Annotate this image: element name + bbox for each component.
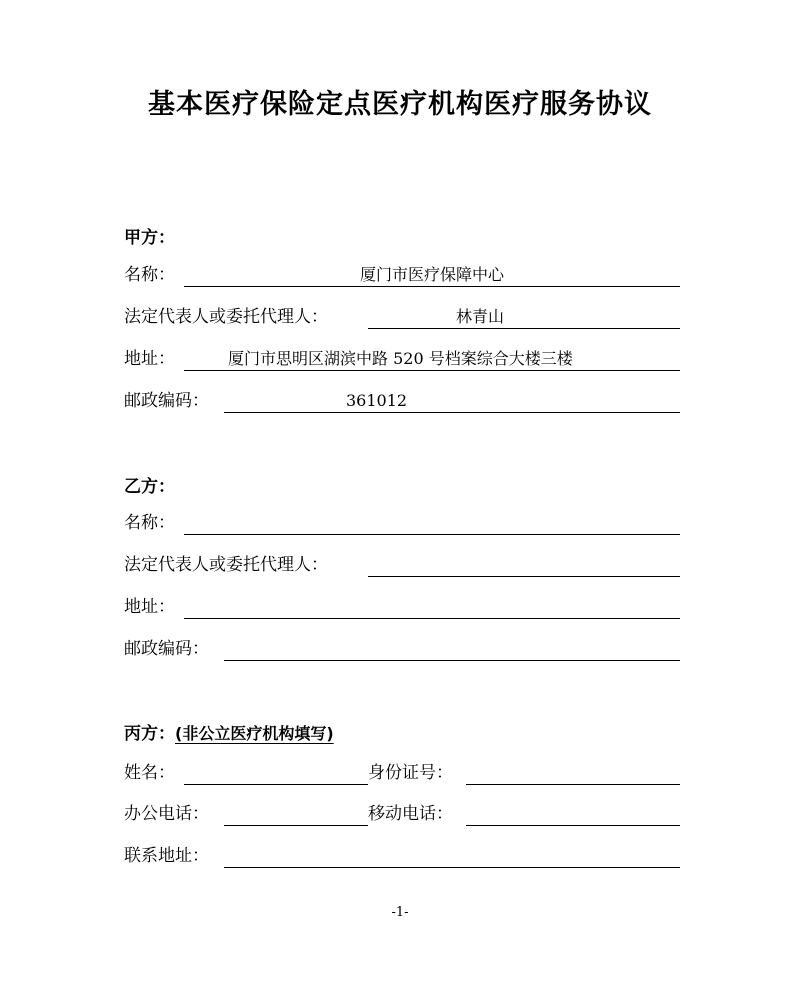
party-b-address-label: 地址： (124, 597, 175, 617)
party-a-heading: 甲方： (124, 228, 175, 248)
party-b-rep-field[interactable] (368, 552, 680, 577)
party-c-note: (非公立医疗机构填写) (175, 724, 334, 743)
party-c-mobile-field[interactable] (466, 801, 680, 826)
party-b-address-field[interactable] (184, 594, 680, 619)
party-a-postcode-field[interactable] (224, 388, 680, 413)
party-a-address-field[interactable] (184, 346, 680, 371)
party-b-name-field[interactable] (184, 510, 680, 535)
party-a-address-value: 厦门市思明区湖滨中路 520 号档案综合大楼三楼 (228, 349, 573, 368)
party-c-name-label: 姓名： (124, 763, 175, 783)
party-a-name-label: 名称： (124, 265, 175, 285)
party-b-postcode-label: 邮政编码： (124, 639, 209, 659)
party-c-office-phone-label: 办公电话： (124, 804, 209, 824)
party-c-id-field[interactable] (466, 760, 680, 785)
party-a-postcode-label: 邮政编码： (124, 391, 209, 411)
party-c-contact-address-label: 联系地址： (124, 846, 209, 866)
party-b-heading: 乙方： (124, 477, 175, 497)
party-a-rep-field[interactable] (368, 304, 680, 329)
party-a-name-field[interactable]: 厦门市医疗保障中心 (184, 262, 680, 287)
party-b-name-label: 名称： (124, 513, 175, 533)
party-c-contact-address-field[interactable] (224, 843, 680, 868)
party-c-id-label: 身份证号： (368, 763, 453, 783)
party-b-postcode-field[interactable] (224, 636, 680, 661)
party-b-rep-label: 法定代表人或委托代理人： (124, 555, 328, 575)
party-a-address-label: 地址： (124, 349, 175, 369)
party-c-heading: 丙方： (124, 724, 175, 744)
party-c-name-field[interactable] (184, 760, 368, 785)
page-number: -1- (391, 905, 409, 920)
party-a-rep-label: 法定代表人或委托代理人： (124, 307, 328, 327)
party-a-postcode-value: 361012 (346, 391, 408, 410)
party-a-rep-value: 林青山 (456, 307, 505, 326)
document-title: 基本医疗保险定点医疗机构医疗服务协议 (148, 89, 652, 120)
party-c-heading-row (124, 719, 334, 744)
party-c-mobile-label: 移动电话： (368, 804, 453, 824)
party-c-office-phone-field[interactable] (224, 801, 368, 826)
